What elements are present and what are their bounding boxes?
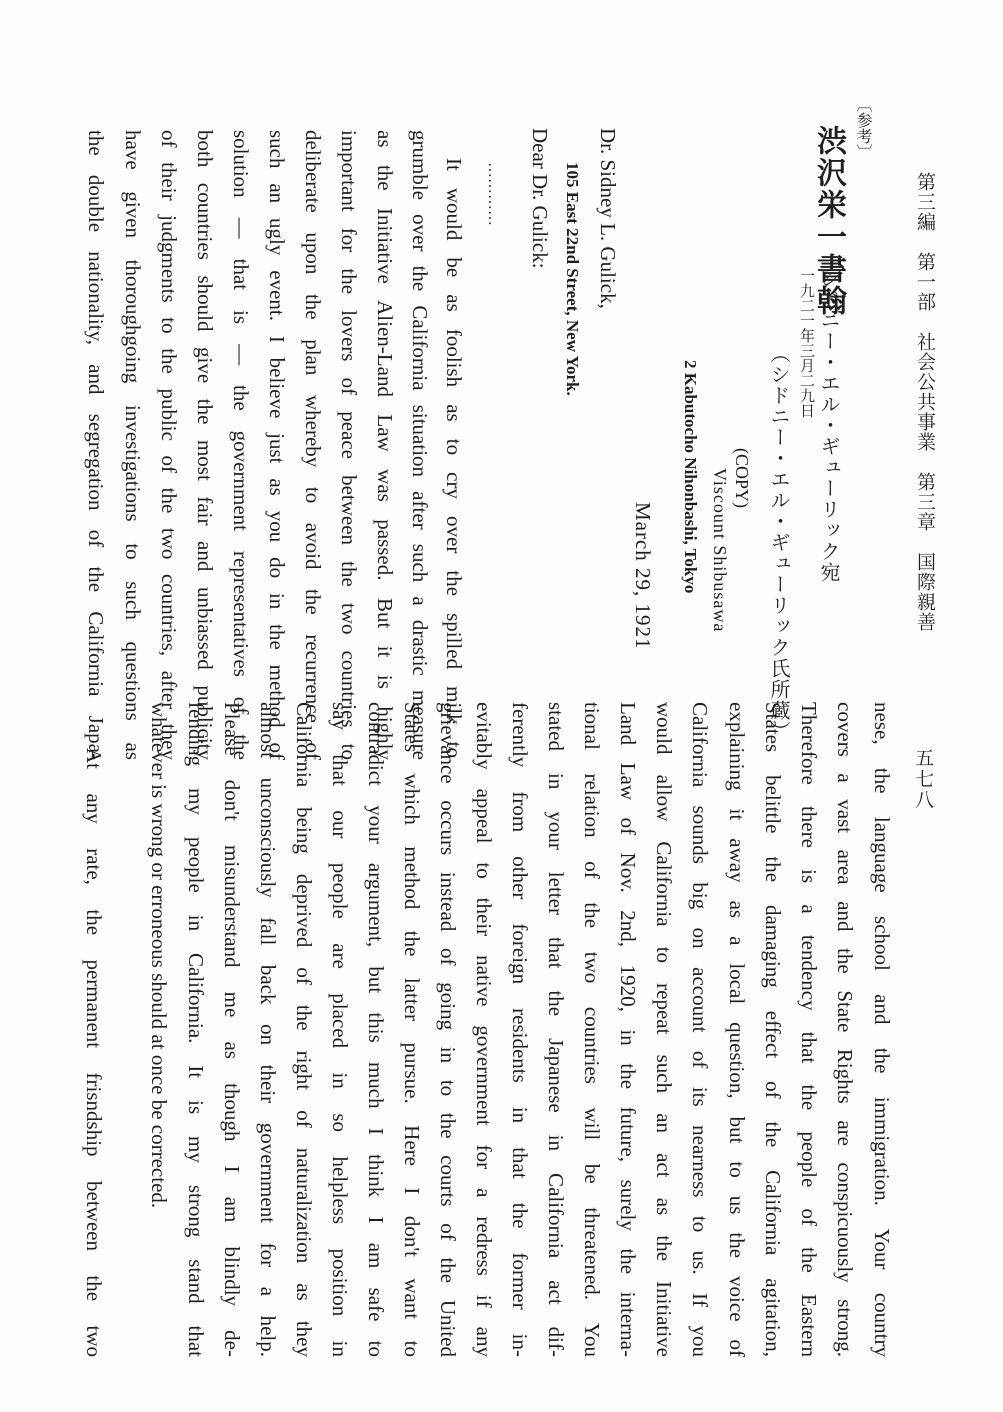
body-line-10: have given thoroughgoing investigations to such questions as [121, 130, 145, 760]
body-line-32: whatever is wrong or erroneous should at once be corrected. [147, 702, 171, 1209]
page-number: 五七八 [912, 748, 934, 811]
body-line-11: the double nationality, and segregation of the California Japa- [84, 130, 108, 760]
ellipsis: ………… [485, 162, 502, 226]
body-line-18: would allow California to repeat such an act as the Initiative [652, 702, 676, 1357]
recipient-line: シドニー・エル・ギューリック宛 [817, 268, 841, 583]
body-line-21: stated in your letter that the Japanese in California act dif- [544, 702, 568, 1357]
source-note: （シドニー・エル・ギューリック氏所蔵） [767, 343, 791, 742]
body-line-22: ferently from other foreign residents in that the former in- [508, 702, 532, 1357]
body-line-14: Therefore there is a tendency that the people of the Eastern [797, 702, 821, 1357]
body-line-29: almost unconsciously fall back on their government for a help. [256, 702, 280, 1357]
document-title: 渋沢栄一書翰 [811, 125, 846, 317]
addressee-name: Dr. Sidney L. Gulick, [596, 128, 620, 309]
body-line-33: At any rate, the permanent frisndship between the two [82, 748, 106, 1357]
body-line-20: tional relation of the two countries will be threatened. You [580, 702, 604, 1357]
addressee-address: 105 East 22nd Street, New York. [563, 162, 582, 396]
body-line-12: nese, the language school and the immigration. Your country [870, 702, 894, 1357]
letter-date: March 29, 1921 [631, 502, 655, 650]
body-line-7: solution — that is — the government representatives of the [229, 130, 253, 760]
body-line-27: say that our people are placed in so helpless position in [328, 702, 352, 1357]
copy-mark: (COPY) [732, 448, 752, 509]
body-line-28: California being deprived of the right of naturalization as they [292, 702, 316, 1357]
body-line-31: fending my people in California. It is my strong stand that [184, 702, 208, 1357]
body-line-3: as the Initiative Alien-Land Law was passed. But it is highly [373, 130, 397, 760]
reference-mark: 〔参考〕 [854, 96, 873, 160]
body-line-9: of their judgments to the public of the two countries, after they [157, 130, 181, 760]
date-jp: 一九二一年三月二九日 [798, 268, 816, 418]
body-line-6: such an ugly event. I believe just as you do in the method of [265, 130, 289, 760]
body-line-15: States belittle the damaging effect of the California agitation, [761, 702, 785, 1357]
body-line-23: evitably appeal to their native government for a redress if any [472, 702, 496, 1357]
sender-address: 2 Kabutocho Nihonbashi, Tokyo [681, 360, 700, 594]
body-line-5: deliberate upon the plan whereby to avoid the recurrence of [301, 130, 325, 760]
body-line-1: It would be as foolish as to cry over the spilled milk to [442, 158, 466, 758]
running-head: 第三編 第一部 社会公共事業 第三章 国際親善 [914, 172, 936, 632]
salutation: Dear Dr. Gulick: [528, 128, 552, 269]
body-line-13: covers a vast area and the State Rights are conspicuously strong. [833, 702, 857, 1357]
body-line-24: grievance occurs instead of going in to the courts of the United [436, 702, 460, 1357]
sender-name: Viscount Shibusawa [710, 468, 730, 633]
body-line-8: both countries should give the most fair and unbiassed publicity [193, 130, 217, 760]
body-line-16: explaining it away as a local question, but to us the voice of [725, 702, 749, 1357]
body-line-2: grumble over the California situation after such a drastic measure [408, 130, 432, 760]
body-line-30: Please don't misunderstand me as though I am blindly de- [220, 702, 244, 1357]
body-line-4: important for the lovers of peace between the two countries to [337, 130, 361, 760]
body-line-25: States which method the latter pursue. Here I don't want to [400, 702, 424, 1357]
body-line-17: California sounds big on account of its nearness to us. If you [688, 702, 712, 1357]
body-line-19: Land Law of Nov. 2nd, 1920, in the future, surely the interna- [616, 702, 640, 1357]
body-line-26: contradict your argument, but this much I think I am safe to [364, 702, 388, 1357]
